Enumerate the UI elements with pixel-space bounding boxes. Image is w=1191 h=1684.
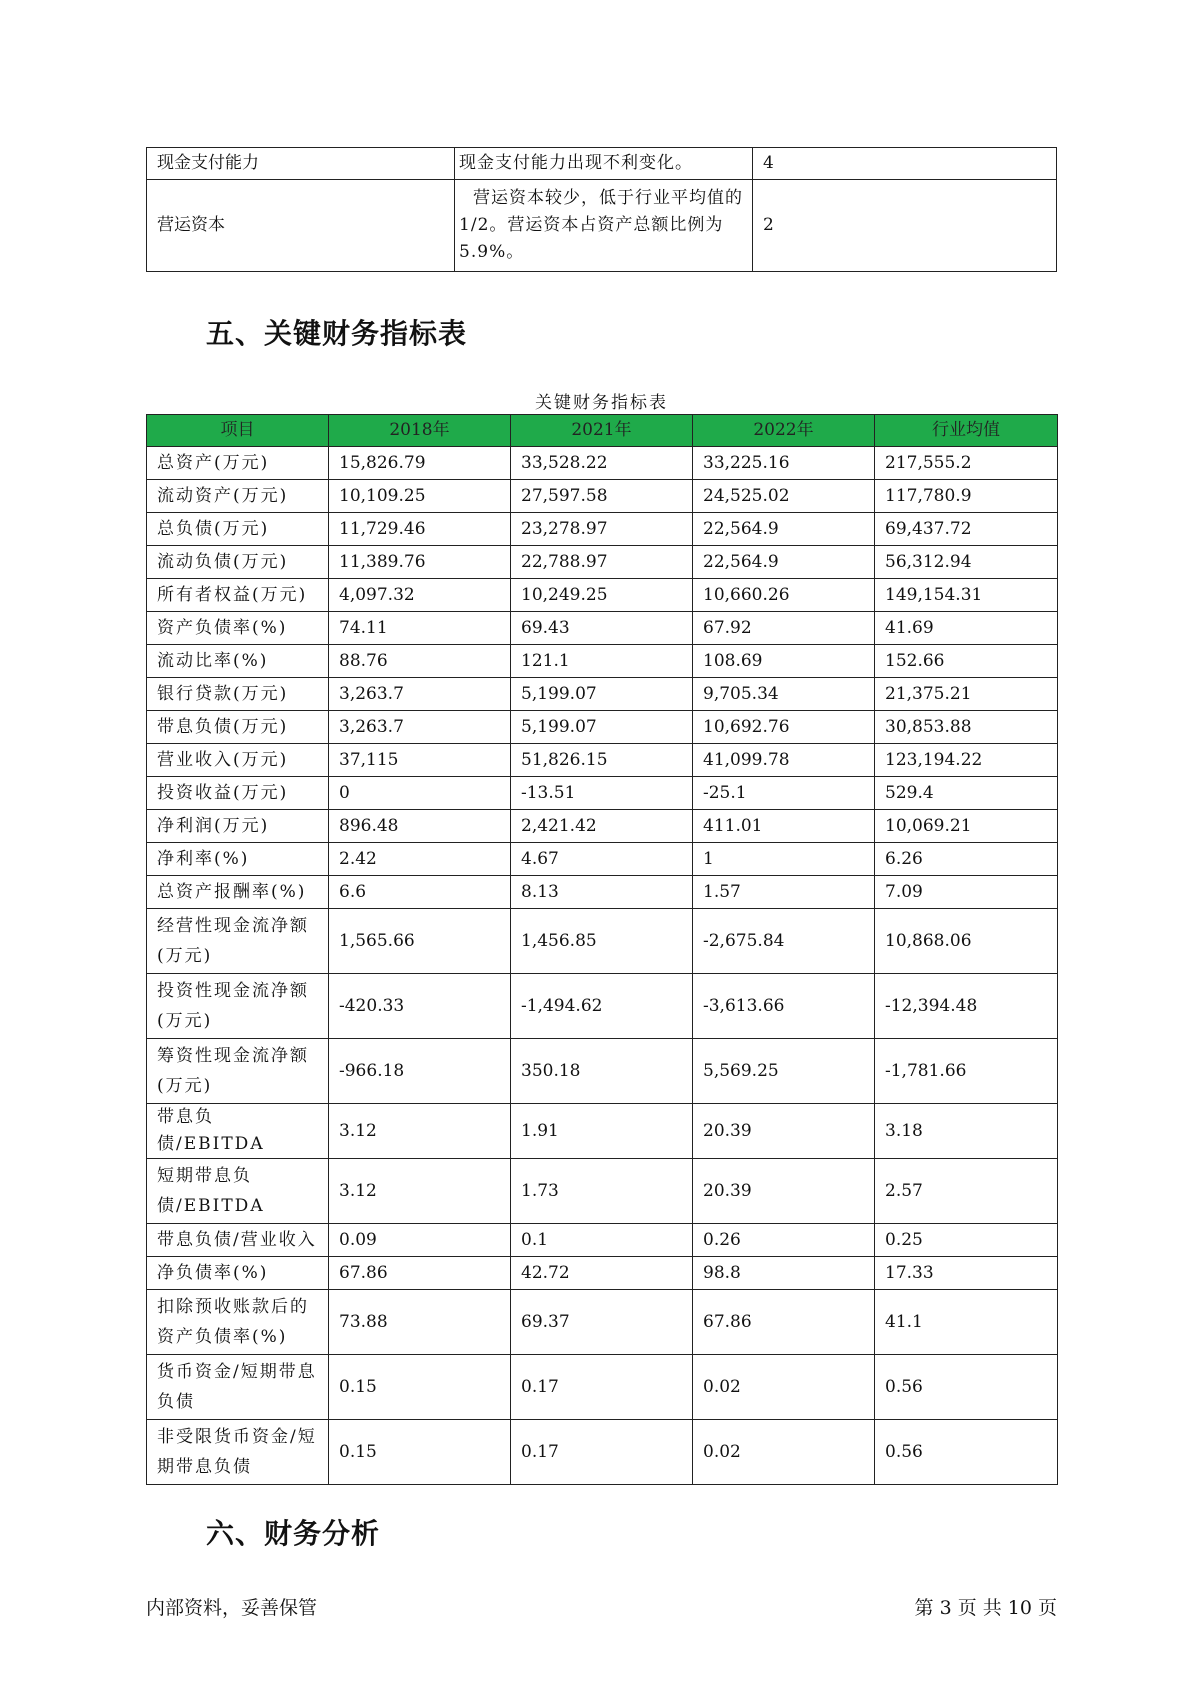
value-2021-cell: 350.18 [511,1039,693,1104]
value-2021-cell: 22,788.97 [511,546,693,579]
indicator-name-cell: 流动资产(万元) [147,480,329,513]
value-2022-cell: 10,692.76 [693,711,875,744]
indicator-name-cell: 银行贷款(万元) [147,678,329,711]
value-2022-cell: 9,705.34 [693,678,875,711]
indicator-name-cell: 带息负债/EBITDA [147,1104,329,1159]
value-2018-cell: 3.12 [329,1159,511,1224]
table-row [147,711,1058,744]
footer-page-number: 第 3 页 共 10 页 [914,1597,1057,1619]
score-cell: 2 [752,180,1056,272]
value-2018-cell: 74.11 [329,612,511,645]
value-2021-cell: 42.72 [511,1257,693,1290]
value-2022-cell: 0.02 [693,1355,875,1420]
indicator-name-cell: 资产负债率(%) [147,612,329,645]
industry-average-cell: 7.09 [875,876,1058,909]
value-2018-cell: 0.15 [329,1420,511,1485]
item-cell: 营运资本 [147,180,455,272]
column-header-item: 项目 [147,415,329,447]
industry-average-cell: 0.56 [875,1355,1058,1420]
industry-average-cell: 10,069.21 [875,810,1058,843]
value-2021-cell: 69.37 [511,1290,693,1355]
industry-average-cell: -1,781.66 [875,1039,1058,1104]
indicator-name-cell: 非受限货币资金/短期带息负债 [147,1420,329,1485]
industry-average-cell: 30,853.88 [875,711,1058,744]
indicator-name-cell: 所有者权益(万元) [147,579,329,612]
value-2022-cell: 67.92 [693,612,875,645]
industry-average-cell: 56,312.94 [875,546,1058,579]
value-2021-cell: 4.67 [511,843,693,876]
value-2018-cell: 37,115 [329,744,511,777]
column-header-industry-average: 行业均值 [875,415,1058,447]
industry-average-cell: 0.25 [875,1224,1058,1257]
value-2022-cell: 5,569.25 [693,1039,875,1104]
table-row [147,1104,1058,1159]
value-2022-cell: 22,564.9 [693,546,875,579]
risk-factor-table [146,147,1057,272]
table-row [147,777,1058,810]
value-2018-cell: 896.48 [329,810,511,843]
indicator-name-cell: 经营性现金流净额(万元) [147,909,329,974]
value-2022-cell: -2,675.84 [693,909,875,974]
indicator-name-cell: 流动负债(万元) [147,546,329,579]
description-cell: 现金支付能力出现不利变化。 [455,148,753,180]
table-row [147,1420,1058,1485]
table-row [147,180,1057,272]
table-row [147,645,1058,678]
value-2022-cell: 98.8 [693,1257,875,1290]
indicator-name-cell: 营业收入(万元) [147,744,329,777]
value-2021-cell: 5,199.07 [511,678,693,711]
industry-average-cell: 3.18 [875,1104,1058,1159]
value-2022-cell: 41,099.78 [693,744,875,777]
value-2018-cell: -420.33 [329,974,511,1039]
industry-average-cell: 10,868.06 [875,909,1058,974]
industry-average-cell: 17.33 [875,1257,1058,1290]
value-2018-cell: 2.42 [329,843,511,876]
indicator-name-cell: 净负债率(%) [147,1257,329,1290]
value-2018-cell: 0 [329,777,511,810]
value-2021-cell: 5,199.07 [511,711,693,744]
value-2022-cell: 1 [693,843,875,876]
value-2022-cell: 411.01 [693,810,875,843]
value-2021-cell: 51,826.15 [511,744,693,777]
value-2022-cell: 22,564.9 [693,513,875,546]
value-2022-cell: 33,225.16 [693,447,875,480]
industry-average-cell: 152.66 [875,645,1058,678]
score-cell: 4 [752,148,1056,180]
table-row [147,1257,1058,1290]
industry-average-cell: 69,437.72 [875,513,1058,546]
table-row [147,1290,1058,1355]
value-2021-cell: 8.13 [511,876,693,909]
value-2018-cell: 3,263.7 [329,678,511,711]
table-row [147,909,1058,974]
value-2021-cell: 10,249.25 [511,579,693,612]
column-header-2022: 2022年 [693,415,875,447]
industry-average-cell: 41.1 [875,1290,1058,1355]
indicator-name-cell: 带息负债/营业收入 [147,1224,329,1257]
industry-average-cell: 21,375.21 [875,678,1058,711]
value-2022-cell: 0.02 [693,1420,875,1485]
indicator-name-cell: 总负债(万元) [147,513,329,546]
table-row [147,876,1058,909]
value-2018-cell: 11,389.76 [329,546,511,579]
industry-average-cell: 149,154.31 [875,579,1058,612]
table-row [147,1224,1058,1257]
table-row [147,148,1057,180]
table-row [147,1039,1058,1104]
value-2022-cell: 20.39 [693,1159,875,1224]
value-2021-cell: -13.51 [511,777,693,810]
table-row [147,678,1058,711]
indicator-name-cell: 净利润(万元) [147,810,329,843]
table-row [147,1159,1058,1224]
value-2021-cell: 1.73 [511,1159,693,1224]
value-2022-cell: -25.1 [693,777,875,810]
value-2018-cell: 88.76 [329,645,511,678]
industry-average-cell: 41.69 [875,612,1058,645]
description-cell: 营运资本较少，低于行业平均值的1/2。营运资本占资产总额比例为5.9%。 [455,180,753,272]
industry-average-cell: 2.57 [875,1159,1058,1224]
table-row [147,974,1058,1039]
value-2021-cell: 0.17 [511,1355,693,1420]
value-2018-cell: 10,109.25 [329,480,511,513]
table-row [147,447,1058,480]
industry-average-cell: 123,194.22 [875,744,1058,777]
key-financial-indicators-table [146,414,1058,1485]
value-2021-cell: 0.1 [511,1224,693,1257]
indicator-name-cell: 筹资性现金流净额(万元) [147,1039,329,1104]
indicator-name-cell: 货币资金/短期带息负债 [147,1355,329,1420]
table-row [147,513,1058,546]
value-2022-cell: 10,660.26 [693,579,875,612]
value-2022-cell: 67.86 [693,1290,875,1355]
table-row [147,612,1058,645]
value-2018-cell: 67.86 [329,1257,511,1290]
value-2021-cell: 2,421.42 [511,810,693,843]
table-caption: 关键财务指标表 [535,393,668,413]
value-2022-cell: 0.26 [693,1224,875,1257]
value-2018-cell: 0.09 [329,1224,511,1257]
value-2021-cell: 27,597.58 [511,480,693,513]
footer-confidential-note: 内部资料，妥善保管 [146,1597,318,1619]
industry-average-cell: 217,555.2 [875,447,1058,480]
table-row [147,579,1058,612]
table-row [147,843,1058,876]
indicator-name-cell: 投资性现金流净额(万元) [147,974,329,1039]
table-row [147,744,1058,777]
value-2018-cell: 1,565.66 [329,909,511,974]
value-2018-cell: 4,097.32 [329,579,511,612]
industry-average-cell: 529.4 [875,777,1058,810]
table-row [147,1355,1058,1420]
value-2022-cell: -3,613.66 [693,974,875,1039]
section-heading: 六、财务分析 [206,1517,381,1550]
industry-average-cell: -12,394.48 [875,974,1058,1039]
value-2021-cell: 23,278.97 [511,513,693,546]
industry-average-cell: 6.26 [875,843,1058,876]
value-2021-cell: 1.91 [511,1104,693,1159]
value-2021-cell: 1,456.85 [511,909,693,974]
indicator-name-cell: 总资产报酬率(%) [147,876,329,909]
indicator-name-cell: 投资收益(万元) [147,777,329,810]
indicator-name-cell: 扣除预收账款后的资产负债率(%) [147,1290,329,1355]
column-header-2021: 2021年 [511,415,693,447]
indicator-name-cell: 总资产(万元) [147,447,329,480]
value-2021-cell: 121.1 [511,645,693,678]
value-2018-cell: 11,729.46 [329,513,511,546]
value-2021-cell: -1,494.62 [511,974,693,1039]
value-2022-cell: 108.69 [693,645,875,678]
indicator-name-cell: 带息负债(万元) [147,711,329,744]
value-2022-cell: 1.57 [693,876,875,909]
value-2018-cell: 15,826.79 [329,447,511,480]
value-2018-cell: 73.88 [329,1290,511,1355]
value-2021-cell: 0.17 [511,1420,693,1485]
value-2022-cell: 24,525.02 [693,480,875,513]
column-header-2018: 2018年 [329,415,511,447]
item-cell: 现金支付能力 [147,148,455,180]
table-row [147,546,1058,579]
section-heading: 五、关键财务指标表 [206,317,468,350]
table-header-row [147,415,1058,447]
industry-average-cell: 117,780.9 [875,480,1058,513]
value-2018-cell: 3.12 [329,1104,511,1159]
industry-average-cell: 0.56 [875,1420,1058,1485]
value-2018-cell: -966.18 [329,1039,511,1104]
value-2018-cell: 6.6 [329,876,511,909]
table-row [147,480,1058,513]
indicator-name-cell: 流动比率(%) [147,645,329,678]
indicator-name-cell: 净利率(%) [147,843,329,876]
value-2021-cell: 69.43 [511,612,693,645]
table-row [147,810,1058,843]
indicator-name-cell: 短期带息负债/EBITDA [147,1159,329,1224]
value-2022-cell: 20.39 [693,1104,875,1159]
value-2018-cell: 3,263.7 [329,711,511,744]
value-2018-cell: 0.15 [329,1355,511,1420]
value-2021-cell: 33,528.22 [511,447,693,480]
